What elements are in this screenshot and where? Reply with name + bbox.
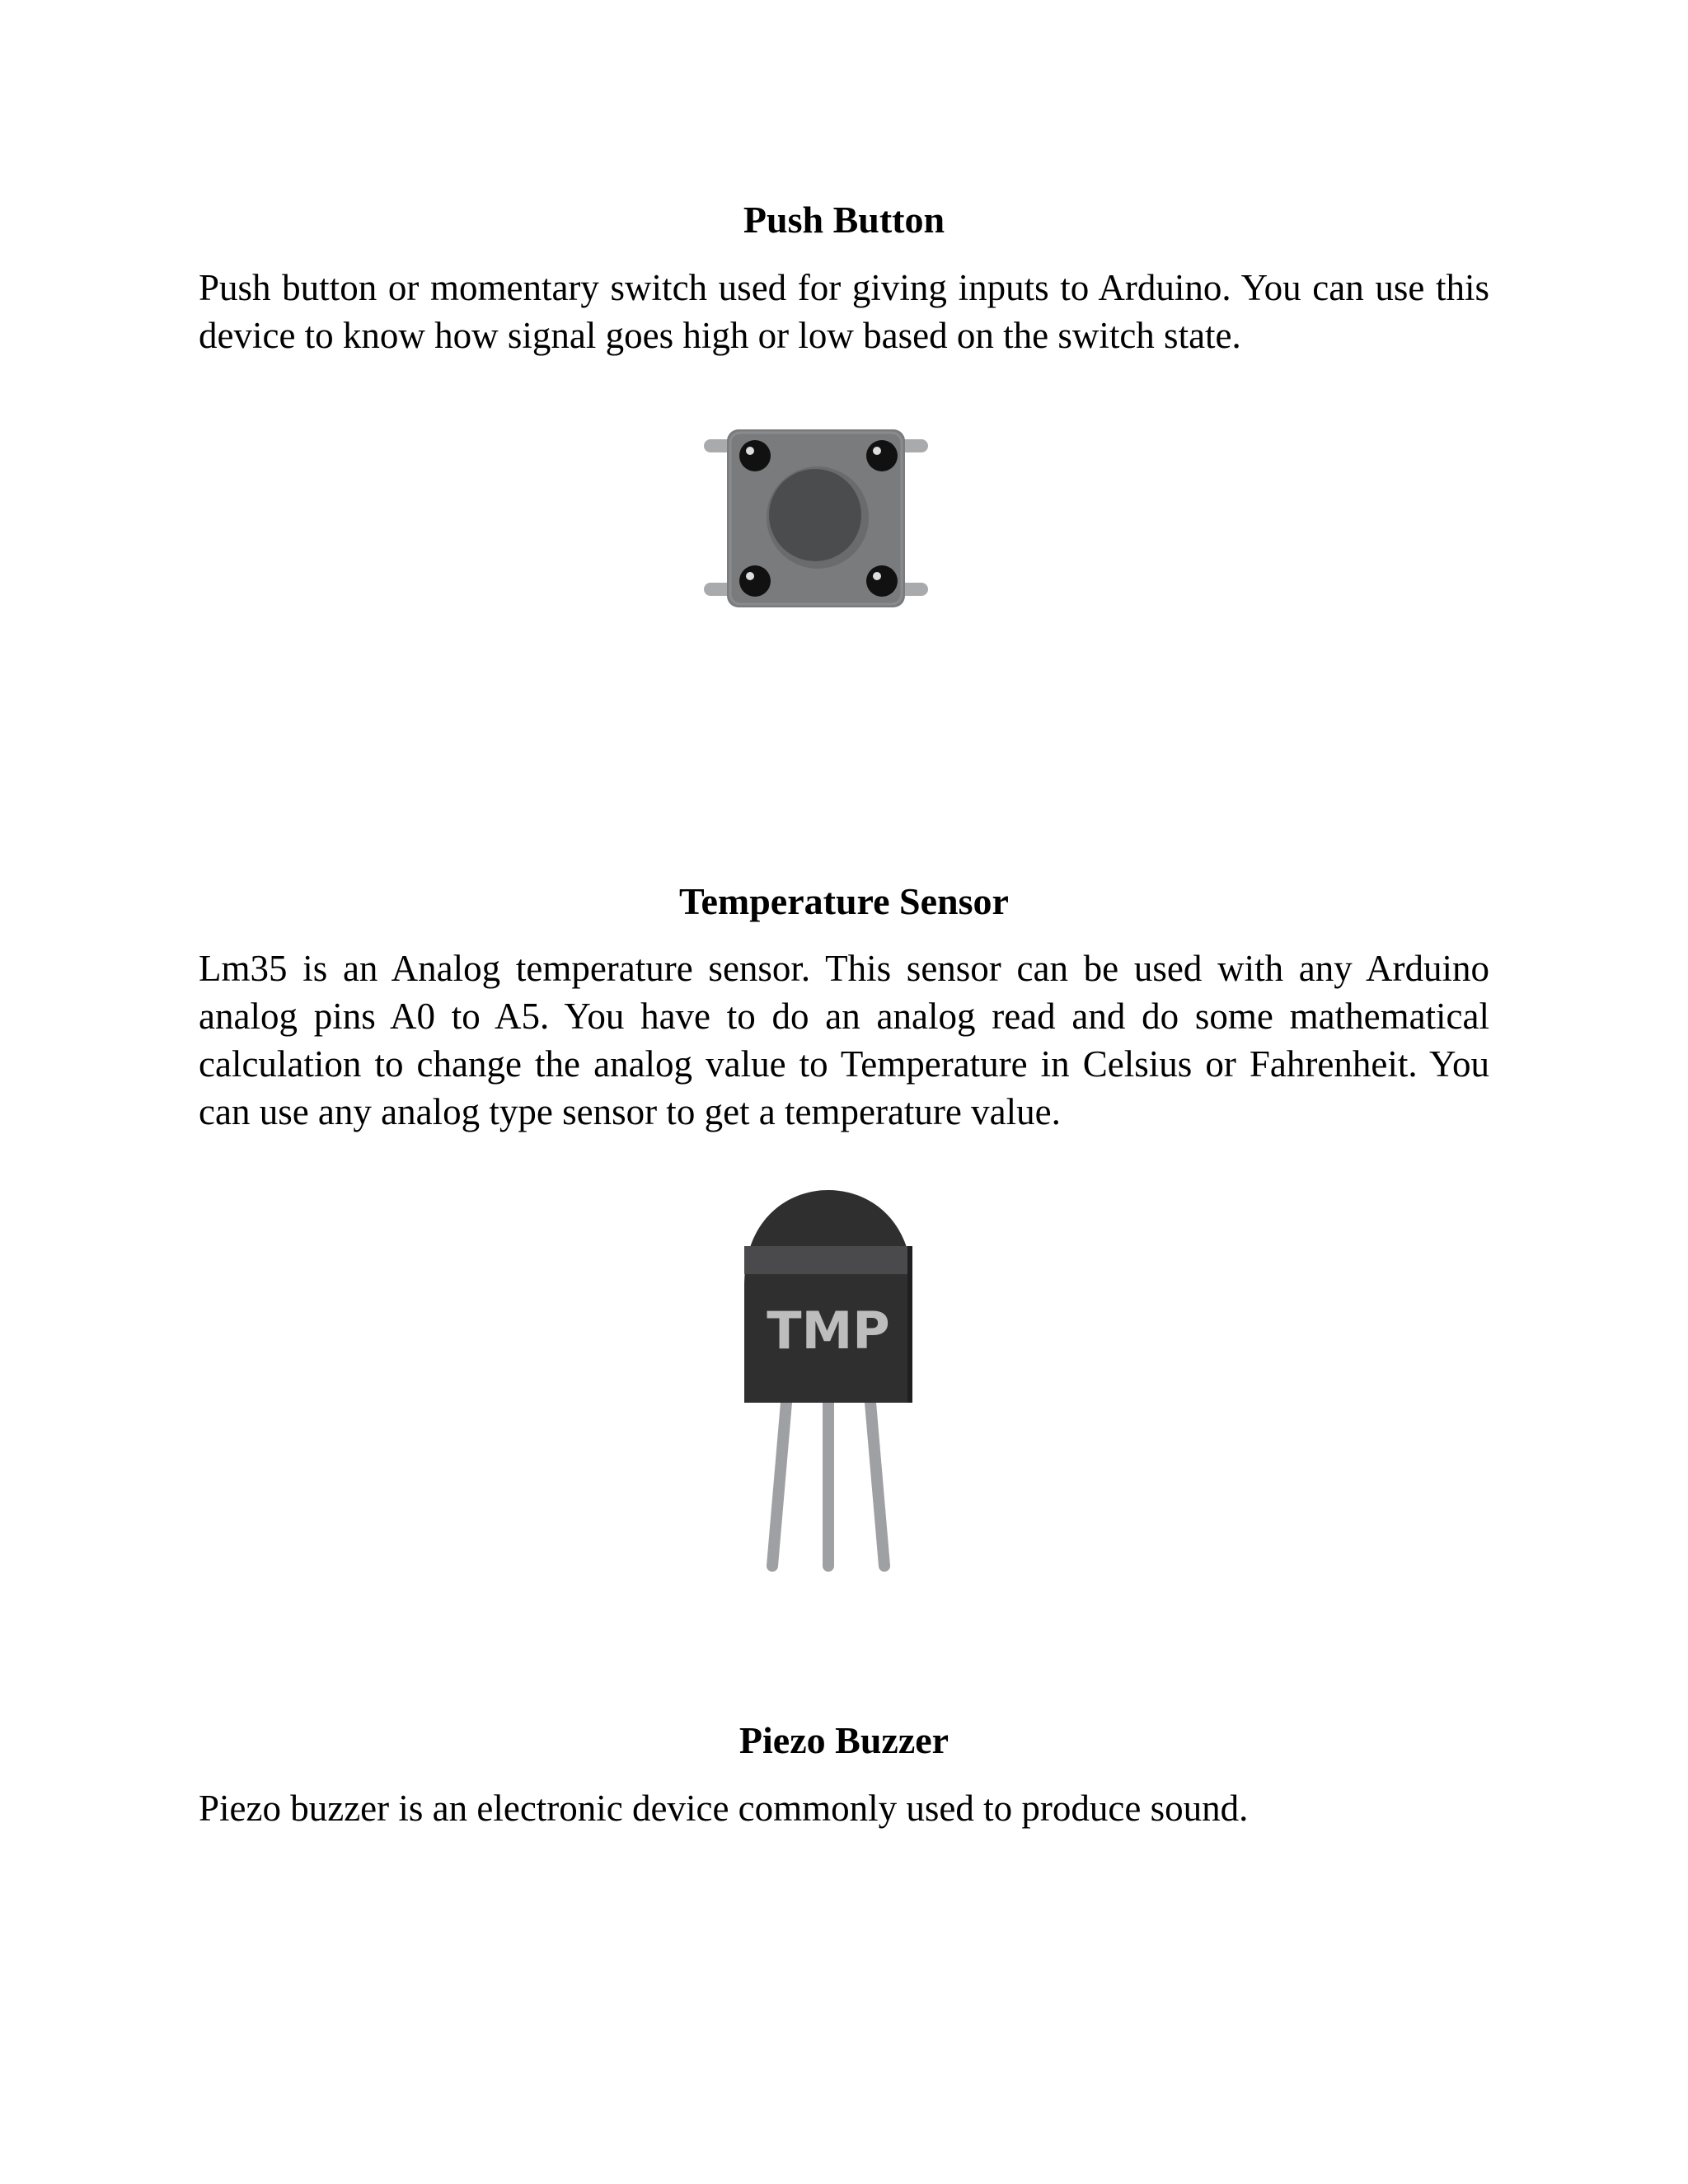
section-body-push-button: Push button or momentary switch used for giving inputs to Arduino. You can use this device to know how signal goes high or low based on the switch state. xyxy=(199,267,1489,356)
section-heading-piezo-buzzer: Piezo Buzzer xyxy=(738,1719,950,1761)
section-heading-push-button: Push Button xyxy=(743,199,945,241)
push-button-icon xyxy=(701,424,931,614)
section-body-piezo-buzzer: Piezo buzzer is an electronic device commonly used to produce sound. xyxy=(199,1788,1249,1829)
sensor-label: TMP xyxy=(767,1301,890,1361)
temperature-sensor-icon xyxy=(738,1187,919,1574)
section-body-temperature-sensor: Lm35 is an Analog temperature sensor. This sensor can be used with any Arduino analog pins A0 to A5. You have to do an analog read and do some mathematical calculation to change the analog value to Temperature in Celsius or Fahrenheit. You can use any analog type sensor to get a temperature value. xyxy=(199,948,1489,1132)
section-heading-temperature-sensor: Temperature Sensor xyxy=(679,880,1009,922)
